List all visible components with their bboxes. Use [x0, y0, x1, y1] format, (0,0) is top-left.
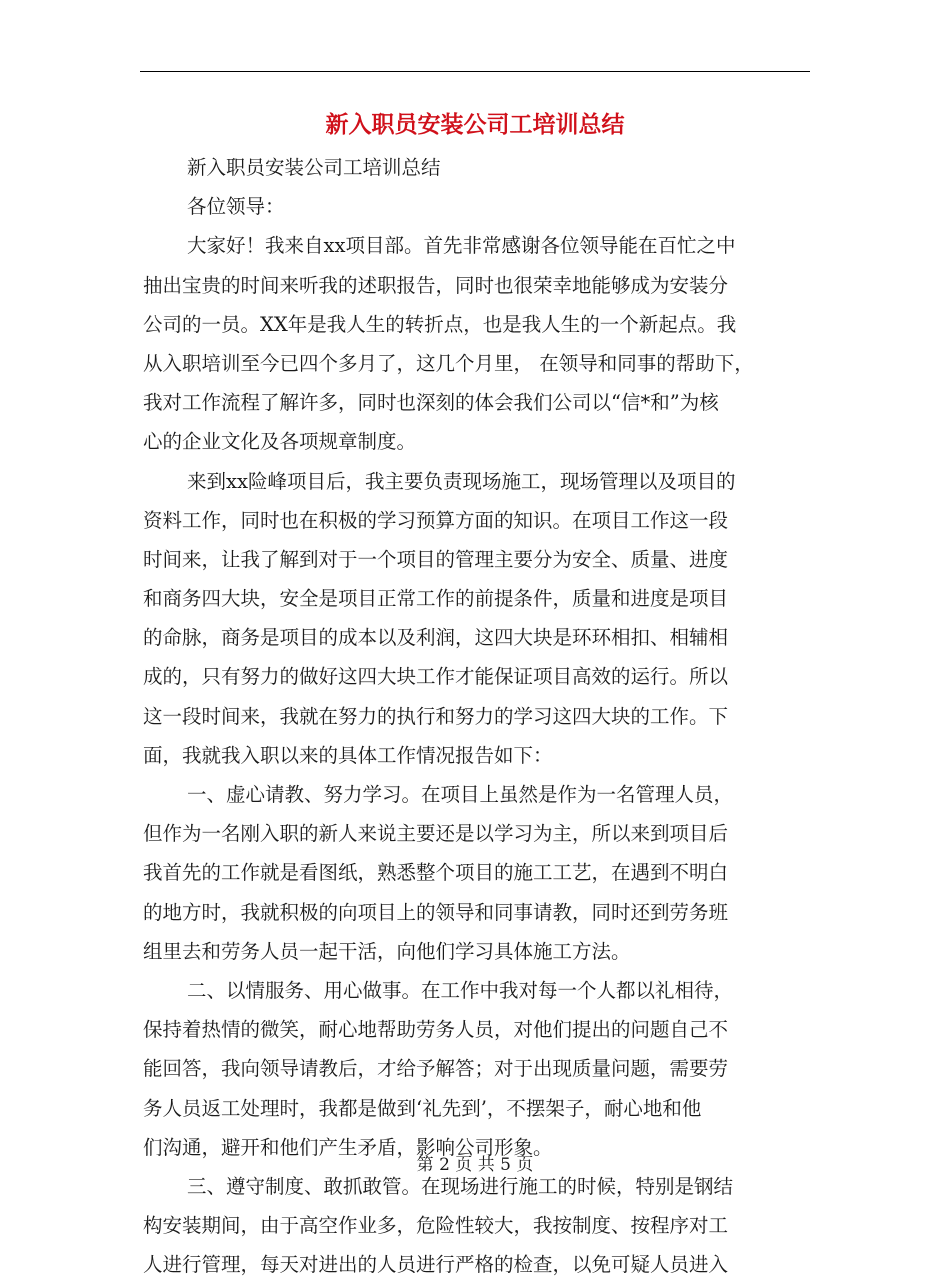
text-line: 一、虚心请教、努力学习。在项目上虽然是作为一名管理人员， [187, 783, 734, 806]
text-line: 时间来，让我了解到对于一个项目的管理主要分为安全、质量、进度 [143, 547, 729, 571]
text-line: 资料工作，同时也在积极的学习预算方面的知识。在项目工作这一段 [143, 508, 729, 532]
text-line: 的地方时，我就积极的向项目上的领导和同事请教，同时还到劳务班 [143, 900, 729, 924]
text-line: 来到xx险峰项目后，我主要负责现场施工，现场管理以及项目的 [187, 469, 736, 493]
text-line: 和商务四大块，安全是项目正常工作的前提条件，质量和进度是项目 [143, 587, 729, 611]
text-line: 我对工作流程了解许多，同时也深刻的体会我们公司以“信*和”为核 [143, 391, 719, 415]
text-line: 构安装期间，由于高空作业多，危险性较大，我按制度、按程序对工 [143, 1214, 729, 1238]
text-line: 成的，只有努力的做好这四大块工作才能保证项目高效的运行。所以 [143, 665, 729, 689]
page-number: 第 2 页 共 5 页 [416, 1155, 534, 1175]
text-line: 我首先的工作就是看图纸，熟悉整个项目的施工工艺，在遇到不明白 [143, 861, 729, 885]
text-line: 务人员返工处理时，我都是做到‘礼先到’，不摆架子，耐心地和他 [143, 1096, 702, 1120]
text-line: 大家好！我来自xx项目部。首先非常感谢各位领导能在百忙之中 [187, 234, 736, 258]
text-line: 能回答，我向领导请教后，才给予解答；对于出现质量问题，需要劳 [143, 1057, 729, 1081]
text-line: 从入职培训至今已四个多月了，这几个月里， 在领导和同事的帮助下， [143, 351, 754, 375]
text-line: 公司的一员。XX年是我人生的转折点，也是我人生的一个新起点。我 [143, 312, 737, 336]
text-line: 这一段时间来，我就在努力的执行和努力的学习这四大块的工作。下 [143, 704, 729, 728]
text-line: 保持着热情的微笑，耐心地帮助劳务人员，对他们提出的问题自己不 [143, 1018, 729, 1042]
text-line: 新入职员安装公司工培训总结 [187, 156, 441, 179]
text-line: 二、以情服务、用心做事。在工作中我对每一个人都以礼相待， [187, 978, 734, 1002]
text-line: 三、遵守制度、敢抓敢管。在现场进行施工的时候，特别是钢结 [187, 1174, 734, 1198]
text-line: 各位领导： [187, 195, 285, 219]
text-line: 面，我就我入职以来的具体工作情况报告如下： [143, 743, 553, 767]
document-body [143, 148, 807, 1284]
text-line: 人进行管理，每天对进出的人员进行严格的检查，以免可疑人员进入 [143, 1253, 729, 1277]
text-line: 们沟通，避开和他们产生矛盾，影响公司形象。 [143, 1135, 553, 1159]
header-rule [140, 71, 810, 72]
document-title: 新入职员安装公司工培训总结 [325, 112, 625, 138]
text-line: 心的企业文化及各项规章制度。 [143, 430, 417, 454]
text-line: 的命脉，商务是项目的成本以及利润，这四大块是环环相扣、相辅相 [143, 626, 729, 650]
text-line: 但作为一名刚入职的新人来说主要还是以学习为主，所以来到项目后 [143, 822, 729, 846]
text-line: 抽出宝贵的时间来听我的述职报告，同时也很荣幸地能够成为安装分 [143, 273, 729, 297]
text-line: 组里去和劳务人员一起干活，向他们学习具体施工方法。 [143, 939, 631, 963]
